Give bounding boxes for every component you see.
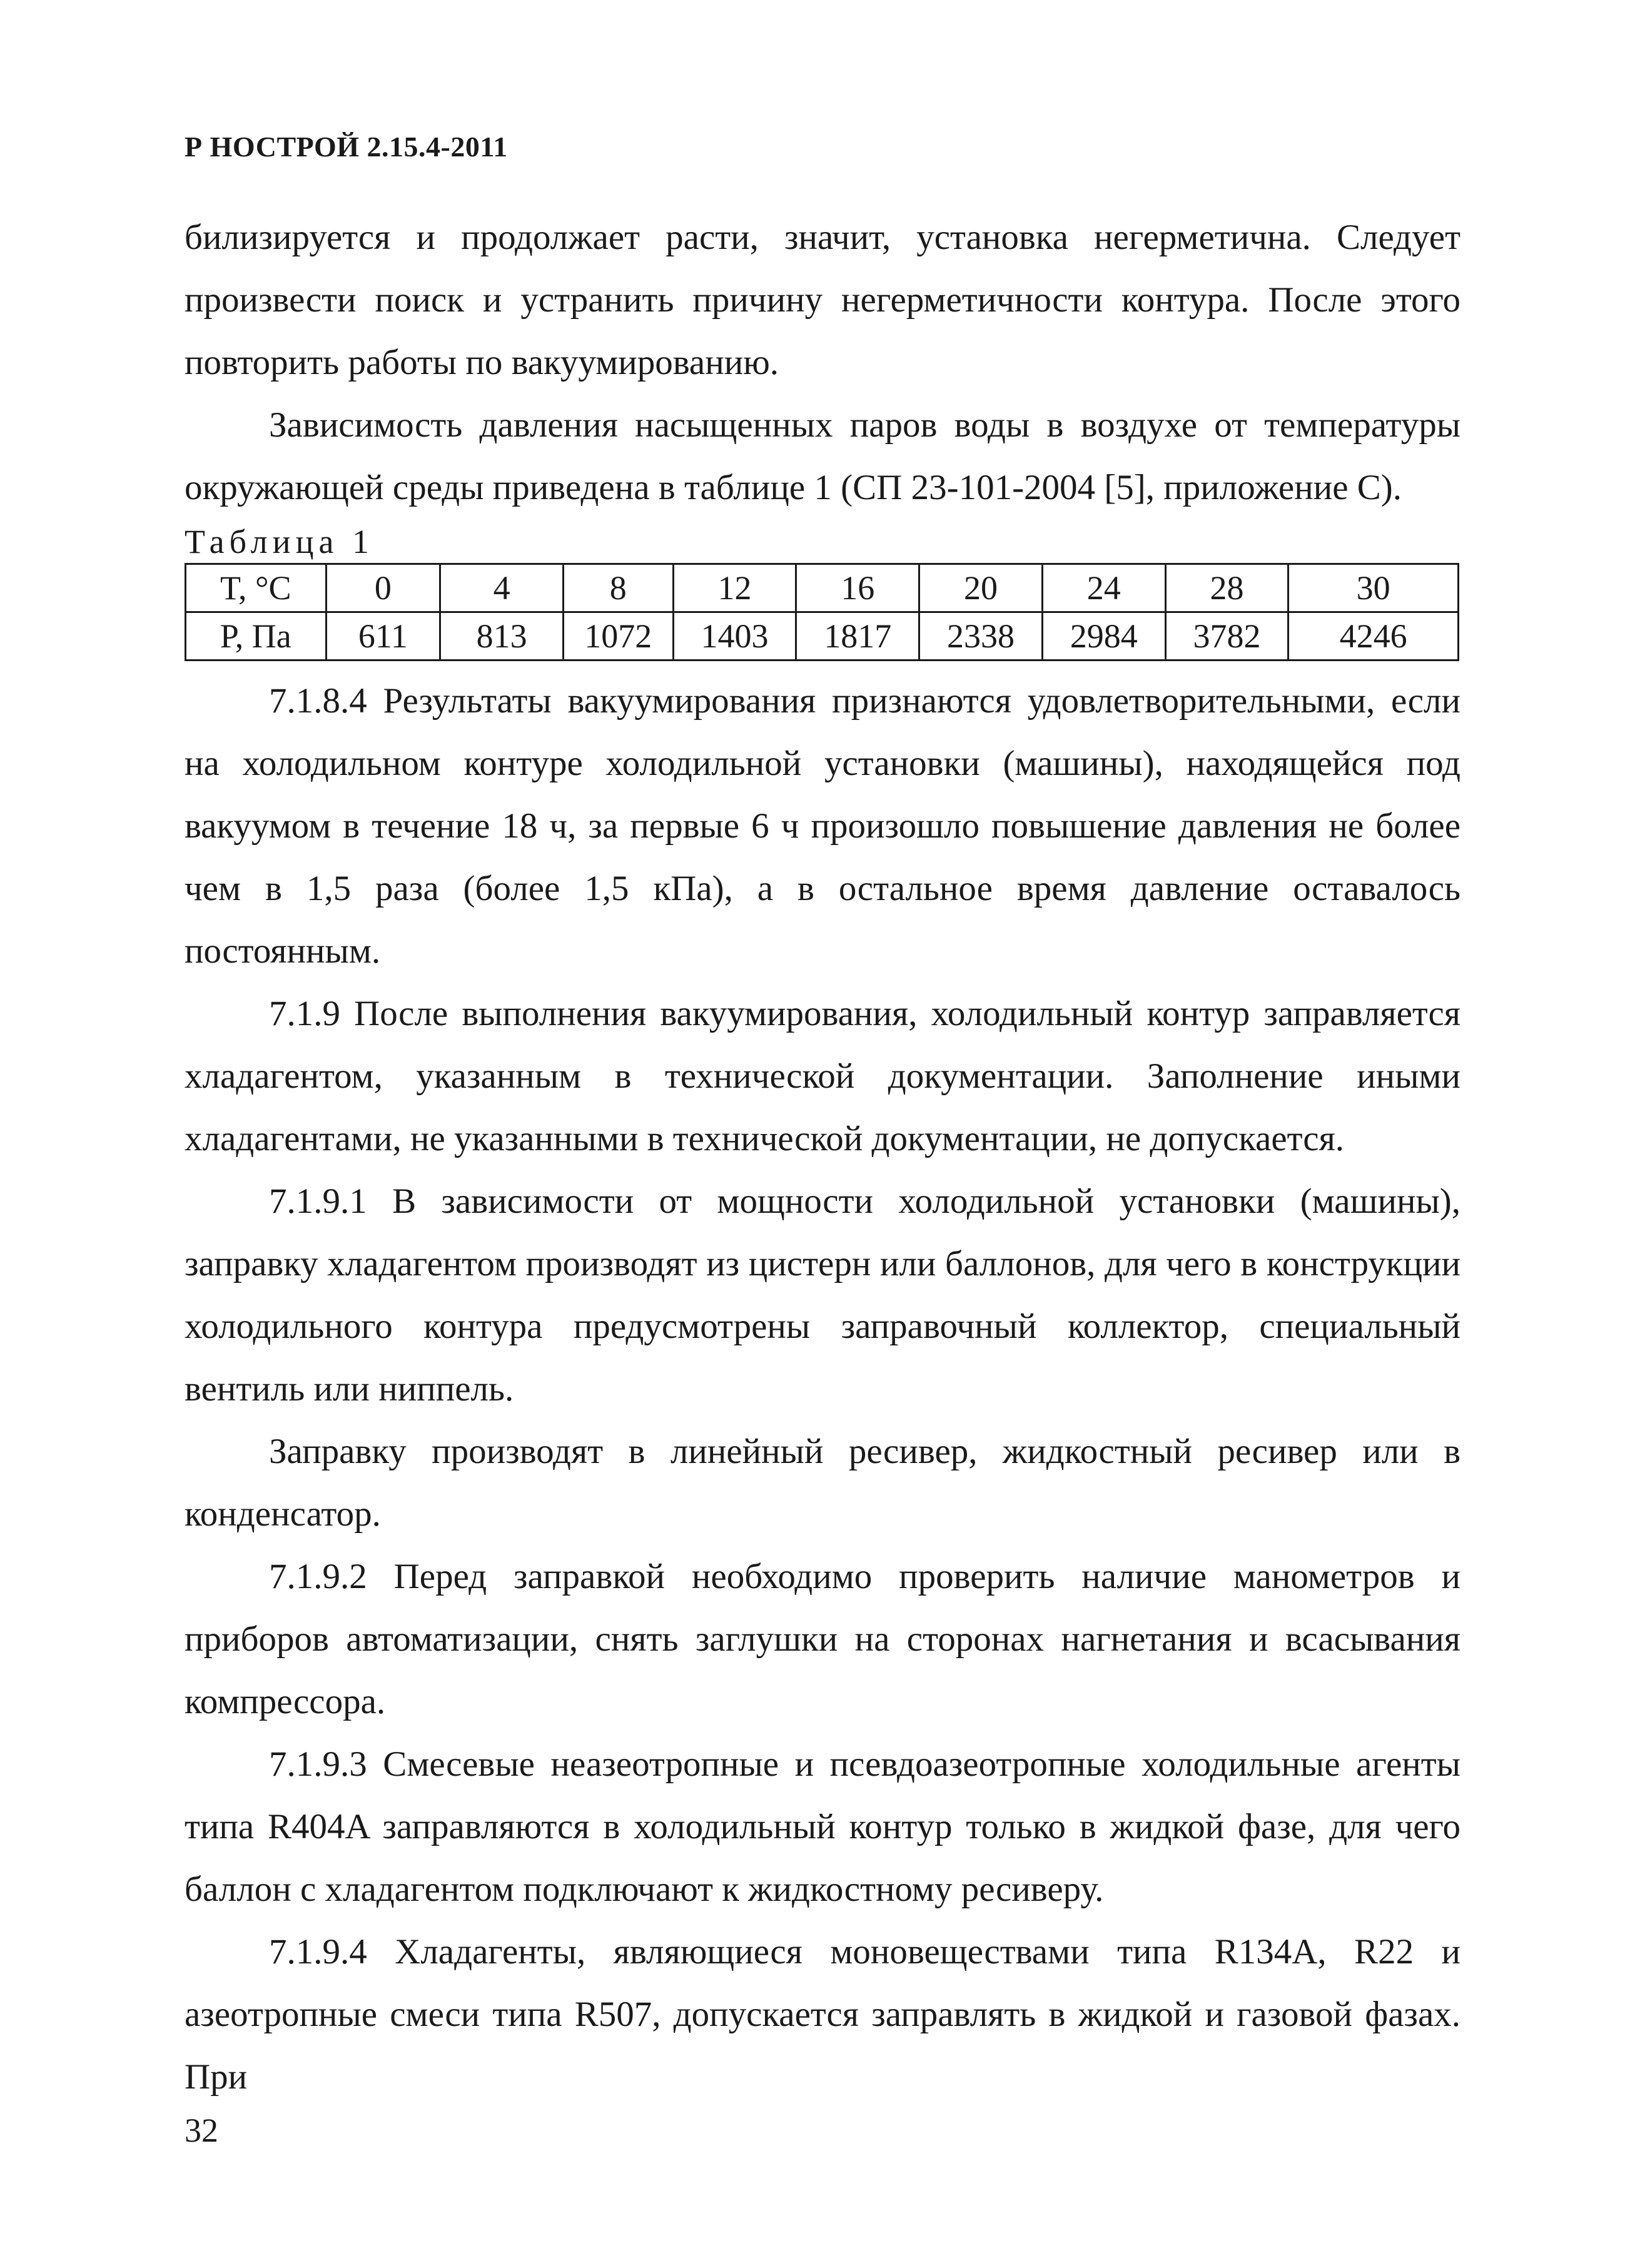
paragraph: 7.1.9 После выполнения вакуумирования, холодильный контур заправляется хладагентом, указанным в технической документации. Заполнение иными хладагентами, не указанными в технической документации, не допускается. [185,994,1460,1158]
table-row [186,564,1459,612]
paragraph: 7.1.9.1 В зависимости от мощности холодильной установки (машины), заправку хладагентом производят из цистерн или баллонов, для чего в конструкции холодильного контура предусмотрены заправочный коллектор, специальный вентиль или ниппель. [185,1182,1460,1409]
body-text [185,206,1460,2109]
table-cell: 3782 [1165,612,1288,661]
table-cell: 8 [563,564,673,612]
table-row-header: P, Па [186,612,327,661]
table-body [186,564,1459,661]
table-cell: 1072 [563,612,673,661]
table-cell: 0 [326,564,440,612]
paragraph: 7.1.9.4 Хладагенты, являющиеся моновеществами типа R134A, R22 и азеотропные смеси типа R507, допускается заправлять в жидкой и газовой фазах. При [185,1932,1460,2097]
table-row-header: T, °C [186,564,327,612]
paragraph: Зависимость давления насыщенных паров воды в воздухе от температуры окружающей среды приведена в таблице 1 (СП 23-101-2004 [5], приложение С). [185,405,1460,507]
table-cell: 2984 [1042,612,1165,661]
paragraph: Заправку производят в линейный ресивер, жидкостный ресивер или в конденсатор. [185,1432,1460,1534]
paragraph: 7.1.9.3 Смесевые неазеотропные и псевдоазеотропные холодильные агенты типа R404A заправляются в холодильный контур только в жидкой фазе, для чего баллон с хладагентом подключают к жидкостному ресиверу. [185,1744,1460,1909]
table-cell: 2338 [919,612,1043,661]
table-cell: 16 [796,564,919,612]
page-number: 32 [185,2112,218,2149]
table-cell: 20 [919,564,1043,612]
running-header: Р НОСТРОЙ 2.15.4-2011 [185,131,508,163]
paragraph: 7.1.8.4 Результаты вакуумирования признаются удовлетворительными, если на холодильном контуре холодильной установки (машины), находящейся под вакуумом в течение 18 ч, за первые 6 ч произошло повышение давления не более чем в 1,5 раза (более 1,5 кПа), а в остальное время давление оставалось постоянным. [185,681,1460,971]
table-cell: 28 [1165,564,1288,612]
paragraph: билизируется и продолжает расти, значит, установка негерметична. Следует произвести поиск и устранить причину негерметичности контура. После этого повторить работы по вакуумированию. [185,218,1460,382]
table-cell: 611 [326,612,440,661]
table-cell: 24 [1042,564,1165,612]
table-cell: 1817 [796,612,919,661]
table-cell: 4246 [1288,612,1459,661]
table-cell: 813 [440,612,564,661]
pressure-table [185,563,1459,661]
paragraph: 7.1.9.2 Перед заправкой необходимо проверить наличие манометров и приборов автоматизации, снять заглушки на сторонах нагнетания и всасывания компрессора. [185,1557,1460,1721]
table-cell: 4 [440,564,564,612]
table-cell: 30 [1288,564,1459,612]
table-caption: Таблица 1 [185,523,374,560]
table-cell: 1403 [673,612,796,661]
table-cell: 12 [673,564,796,612]
table-row [186,612,1459,661]
